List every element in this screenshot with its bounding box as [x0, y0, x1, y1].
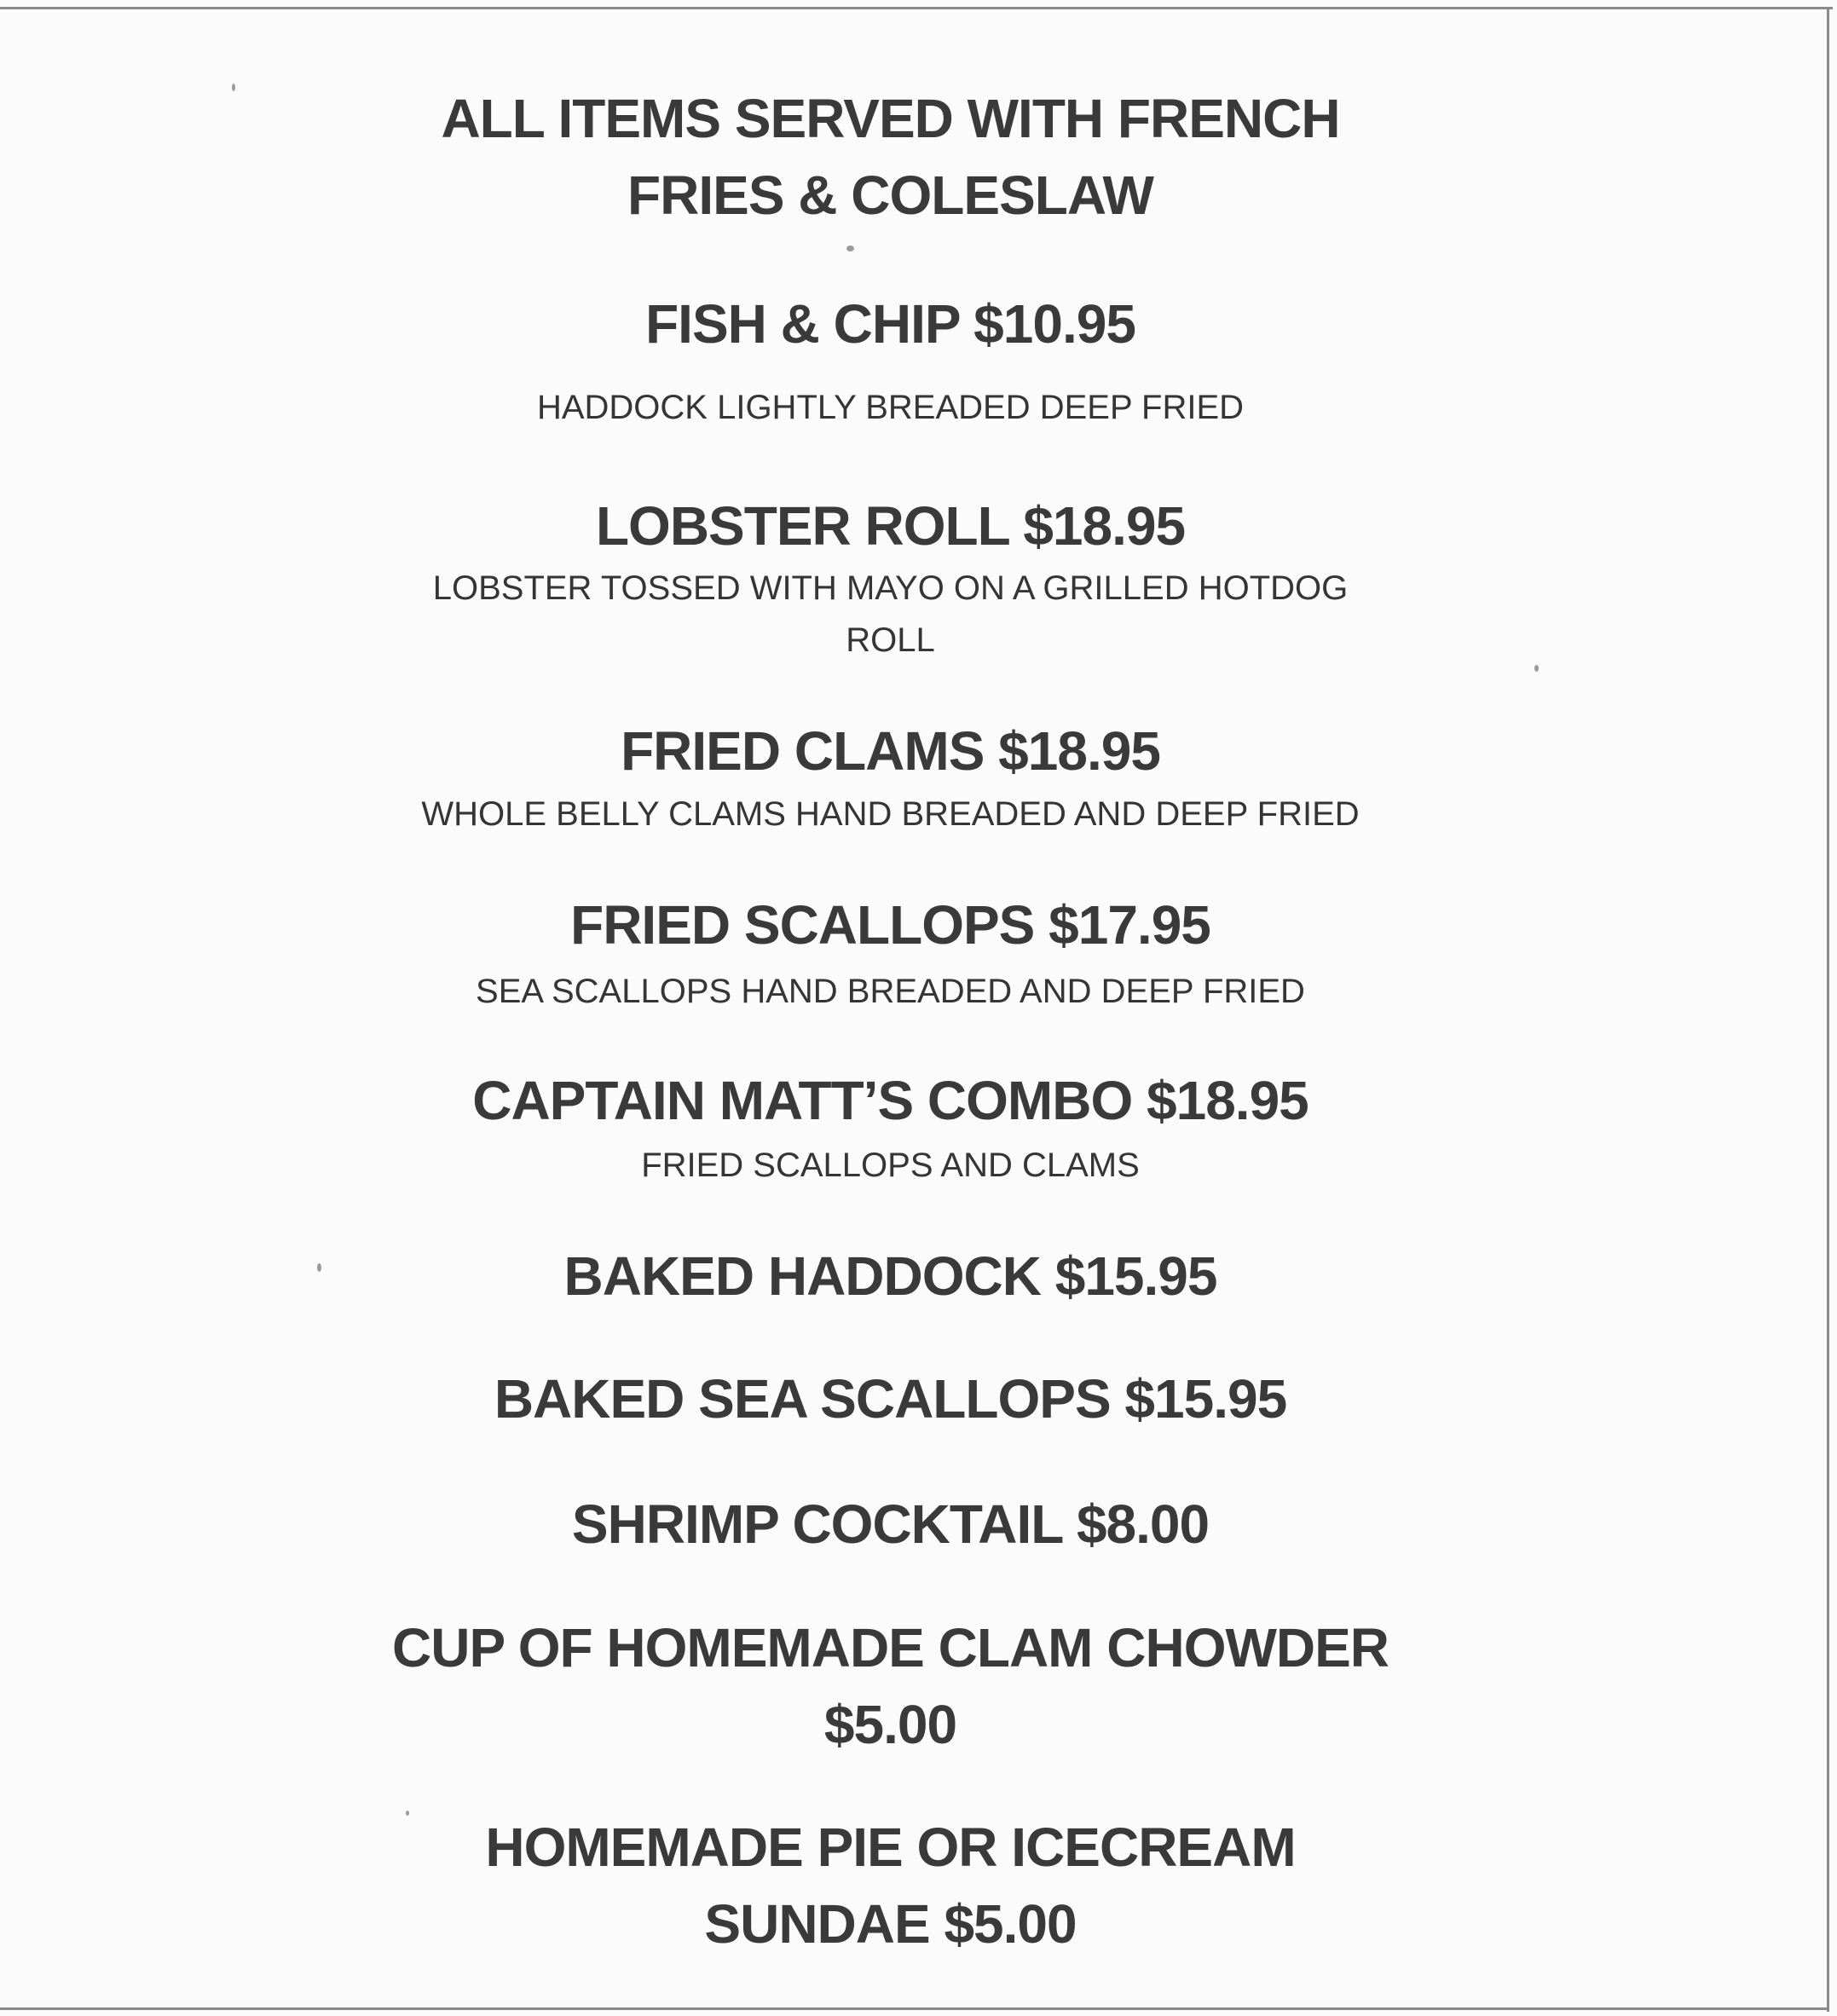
page-border-bottom	[0, 2007, 1829, 2010]
menu-item-fish-and-chip-title: FISH & CHIP $10.95	[645, 293, 1135, 355]
menu-item-captain-matts-combo-description: FRIED SCALLOPS AND CLAMS	[641, 1147, 1140, 1184]
scan-speck	[1534, 665, 1539, 672]
page-border-right	[1827, 7, 1829, 2012]
menu-item-clam-chowder-title-line-2: $5.00	[823, 1694, 957, 1755]
menu-item-baked-sea-scallops-title: BAKED SEA SCALLOPS $15.95	[494, 1368, 1287, 1430]
menu-item-fish-and-chip-description: HADDOCK LIGHTLY BREADED DEEP FRIED	[536, 389, 1245, 426]
intro-line-2: FRIES & COLESLAW	[627, 165, 1153, 226]
menu-item-pie-or-icecream-title-line-2: SUNDAE $5.00	[704, 1893, 1077, 1955]
menu-item-captain-matts-combo-title: CAPTAIN MATT’S COMBO $18.95	[472, 1070, 1308, 1131]
menu-item-fried-clams-title: FRIED CLAMS $18.95	[621, 720, 1160, 782]
menu-item-baked-haddock-title: BAKED HADDOCK $15.95	[563, 1245, 1217, 1307]
menu-item-fried-scallops-title: FRIED SCALLOPS $17.95	[570, 894, 1210, 956]
menu-item-clam-chowder-title-line-1: CUP OF HOMEMADE CLAM CHOWDER	[392, 1617, 1389, 1678]
menu-item-fried-scallops-description: SEA SCALLOPS HAND BREADED AND DEEP FRIED	[476, 973, 1305, 1010]
menu-item-lobster-roll-description-line-1: LOBSTER TOSSED WITH MAYO ON A GRILLED HOTDOG	[432, 569, 1349, 607]
menu-item-lobster-roll-description-line-2: ROLL	[846, 621, 935, 659]
scan-speck	[846, 246, 854, 251]
intro-line-1: ALL ITEMS SERVED WITH FRENCH	[441, 88, 1340, 149]
menu-item-fried-clams-description: WHOLE BELLY CLAMS HAND BREADED AND DEEP FRIED	[421, 795, 1360, 833]
menu-item-pie-or-icecream-title-line-1: HOMEMADE PIE OR ICECREAM	[485, 1817, 1296, 1878]
menu-item-lobster-roll-title: LOBSTER ROLL $18.95	[595, 495, 1186, 557]
menu-item-shrimp-cocktail-title: SHRIMP COCKTAIL $8.00	[571, 1493, 1210, 1555]
page-border-top	[0, 7, 1833, 9]
